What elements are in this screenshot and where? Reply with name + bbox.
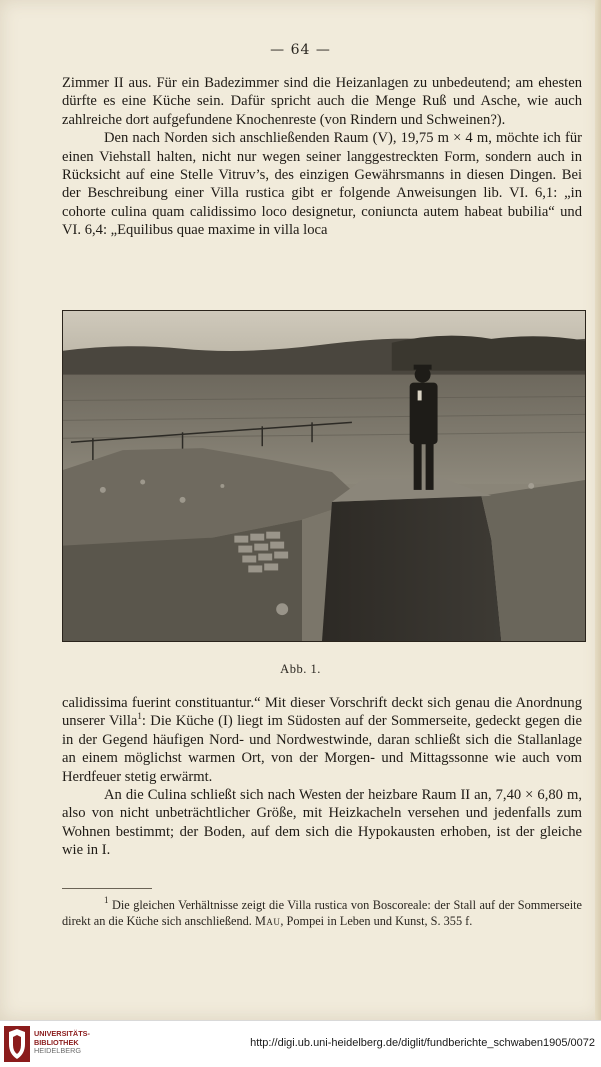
paragraph: [62, 694, 582, 786]
paragraph: Den nach Norden sich anschließenden Raum (V), 19,75 m × 4 m, möchte ich für einen Viehstall halten, nicht nur wegen seiner langgestreckten Form, sondern auch in Rücksicht auf eine Stelle Vitruv’s, des einzigen Gewährsmanns in diesen Dingen. Bei der Beschreibung einer Villa rustica gibt er folgende Anweisungen lib. VI. 6,1: „in cohorte culina quam calidissimo loco designetur, coniuncta autem habeat bubilia“ und VI. 6,4: „Equilibus quae maxime in villa loca: [62, 130, 582, 239]
footnote-text: Die gleichen Verhältnisse zeigt die Villa rustica von Boscoreale: der Stall auf der Sommerseite direkt an die Küche sich anschließend.: [62, 898, 582, 928]
text-run: calidissima fuerint constituantur.“ Mit dieser Vorschrift deckt sich genau die Anordnung unserer Villa: [62, 695, 582, 730]
library-logo-text: [34, 1030, 90, 1056]
library-logo-icon: [4, 1026, 30, 1062]
page-edge: [595, 0, 601, 1020]
footnote-text: , Pompei in Leben und Kunst, S. 355 f.: [280, 913, 473, 928]
footnote-reference: 1: [137, 711, 142, 722]
footnote-marker: 1: [104, 895, 109, 905]
footnote: [62, 895, 582, 929]
logo-line: BIBLIOTHEK: [34, 1037, 79, 1047]
footnote-author: Mau: [254, 913, 281, 928]
logo-line: UNIVERSITÄTS-: [34, 1029, 90, 1038]
page-number: — 64 —: [270, 42, 331, 58]
text-run: : Die Küche (I) liegt im Südosten auf der Sommerseite, gedeckt gegen die in der Gegend häufigen Nord- und Nordwestwinde, daran schließt sich die Stallanlage an einem möglichst warmen Ort, von der Morgen- und Mittagssonne wie auch vom Herdfeuer stetig erwärmt.: [62, 713, 582, 785]
excavation-photograph: [62, 310, 586, 642]
source-url: http://digi.ub.uni-heidelberg.de/diglit/fundberichte_schwaben1905/0072: [250, 1037, 595, 1049]
paragraph: Zimmer II aus. Für ein Badezimmer sind die Heizanlagen zu unbedeutend; am ehesten dürfte es eine Küche sein. Dafür spricht auch die Menge Ruß und Asche, wie auch zahlreiche dort aufgefundene Knochenreste (von Rindern und Schweinen?).: [62, 75, 582, 128]
paragraph: An die Culina schließt sich nach Westen der heizbare Raum II an, 7,40 × 6,80 m, also von nicht unbeträchtlicher Größe, mit Heizkacheln versehen und jedenfalls zum Wohnen bestimmt; der Boden, auf dem sich die Hypokausten erhoben, ist der gleiche wie in I.: [62, 787, 582, 859]
body-text-bottom: [62, 694, 582, 860]
footnote-rule: [62, 888, 152, 889]
body-text-top: [62, 74, 582, 240]
figure-caption: Abb. 1.: [280, 662, 321, 676]
photo-illustration: [63, 311, 585, 641]
logo-line: HEIDELBERG: [34, 1046, 82, 1056]
